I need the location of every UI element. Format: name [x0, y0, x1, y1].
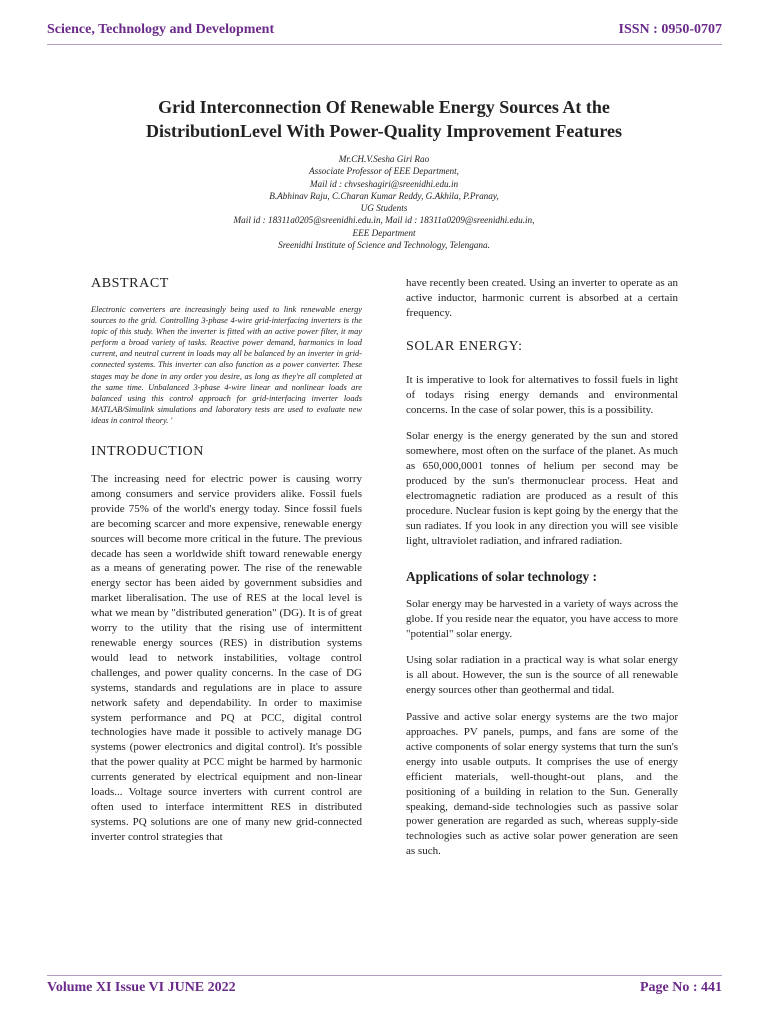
author-line: Mr.CH.V.Sesha Giri Rao	[338, 154, 430, 164]
author-line: EEE Department	[352, 227, 416, 238]
author-line: UG Students	[360, 203, 408, 214]
page-header	[47, 22, 722, 44]
page-footer	[47, 980, 722, 1002]
volume-issue: Volume XI Issue VI JUNE 2022	[47, 980, 236, 995]
solar-energy-heading: SOLAR ENERGY:	[406, 338, 523, 354]
author-line: Mail id : chvseshagiri@sreenidhi.edu.in	[309, 178, 459, 189]
left-column	[91, 276, 362, 845]
author-line: B.Abhinav Raju, C.Charan Kumar Reddy, G.Akhila, P.Pranay,	[269, 190, 499, 201]
title-line-2: DistributionLevel With Power-Quality Improvement Features	[146, 121, 622, 141]
header-divider	[47, 44, 722, 45]
author-line: Sreenidhi Institute of Science and Technology, Telengana.	[278, 240, 490, 251]
author-line: Mail id : 18311a0205@sreenidhi.edu.in, Mail id : 18311a0209@sreenidhi.edu.in,	[233, 215, 535, 226]
author-block	[90, 153, 678, 251]
journal-name: Science, Technology and Development	[47, 22, 275, 37]
introduction-heading: INTRODUCTION	[91, 444, 204, 460]
paper-title	[60, 95, 708, 143]
applications-paragraph-3: Passive and active solar energy systems are the two major approaches. PV panels, pumps, and fans are some of the active components of solar energy systems that turn the sun's energy into usable outputs. It comprises the use of energy efficient materials, well-thought-out plans, and the positioning of a building in relation to the Sun. Generally speaking, demand-side technologies such as passive solar power generation are regarded as such, whereas supply-side technologies such as active solar power generation are seen as such.	[406, 711, 678, 858]
author-line: Associate Professor of EEE Department,	[309, 166, 459, 177]
page-number: Page No : 441	[639, 980, 722, 995]
applications-heading: Applications of solar technology :	[406, 568, 597, 584]
solar-paragraph-2: Solar energy is the energy generated by the sun and stored somewhere, most often on the surface of the planet. As much as 650,000,0001 tonnes of helium per second may be produced by the sun's thermonuclear process. Heat and electromagnetic radiation are produced as a result of this procedure. Nuclear fusion is kept going by the energy that the sun radiates. If you look in any direction you will see visible light, ultraviolet radiation, and infrared radiation.	[406, 430, 678, 547]
issn-number: ISSN : 0950-0707	[618, 22, 722, 37]
applications-paragraph-2: Using solar radiation in a practical way is what solar energy is all about. However, the sun is the source of all renewable energy sources other than geothermal and tidal.	[406, 654, 678, 697]
title-line-1: Grid Interconnection Of Renewable Energy Sources At the	[158, 97, 610, 117]
abstract-text: Electronic converters are increasingly being used to link renewable energy sources to the grid. Controlling 3-phase 4-wire grid-interfacing inverters is the topic of this study. When the inverter is fitted with an active power filter, it may perform a broad variety of tasks. Reactive power demand, harmonics in load current, and neutral current in loads may all be balanced by an inverter in grid-connected systems. This inverter can also function as a power converter. These stages may be done in any order you desire, as long as they're all completed at the same time. Unbalanced 3-phase 4-wire linear and nonlinear loads are balanced using this control approach for grid-interfacing inverter loads MATLAB/Simulink simulations and laboratory tests are used to evaluate new ideas in control theory. '	[91, 305, 362, 425]
continued-text: have recently been created. Using an inverter to operate as an active inductor, harmonic current is absorbed at a certain frequency.	[406, 277, 678, 319]
right-column	[406, 276, 678, 859]
applications-paragraph-1: Solar energy may be harvested in a variety of ways across the globe. If you reside near the equator, you have access to more "potential" solar energy.	[406, 597, 678, 640]
introduction-text: The increasing need for electric power is causing worry among consumers and service providers alike. Fossil fuels provide 75% of the world's energy today. Since fossil fuels are becoming scarcer and more expensive, renewable energy sources will become more critical in the future. The previous decade has seen a worldwide shift toward renewable energy as a means of generating power. The rise of the renewable energy sector has been aided by government subsidies and market liberalisation. The use of RES at the local level is what we mean by "distributed generation" (DG). It is of great worry to the utility that the rising use of intermittent renewable energy sources (RES) in distribution systems would lead to network instabilities, voltage control challenges, and power quality concerns. In the case of DG systems, standards and regulations are in place to assure network safety and dependability. In order to maximise system performance and PQ at PCC, digital control technologies have made it possible to actively manage DG systems (power electronics and digital control). It's possible that the power quality at PCC might be harmed by harmonic currents generated by electrical equipment and non-linear loads... Voltage source inverters with current control are often used to interface intermittent RES in distributed systems. PQ solutions are one of many new grid-connected inverter control strategies that	[91, 473, 362, 843]
abstract-heading: ABSTRACT	[91, 276, 169, 291]
footer-divider	[47, 975, 722, 976]
solar-paragraph-1: It is imperative to look for alternatives to fossil fuels in light of todays rising energy demands and environmental concerns. In the case of solar power, this is a possibility.	[406, 373, 678, 416]
